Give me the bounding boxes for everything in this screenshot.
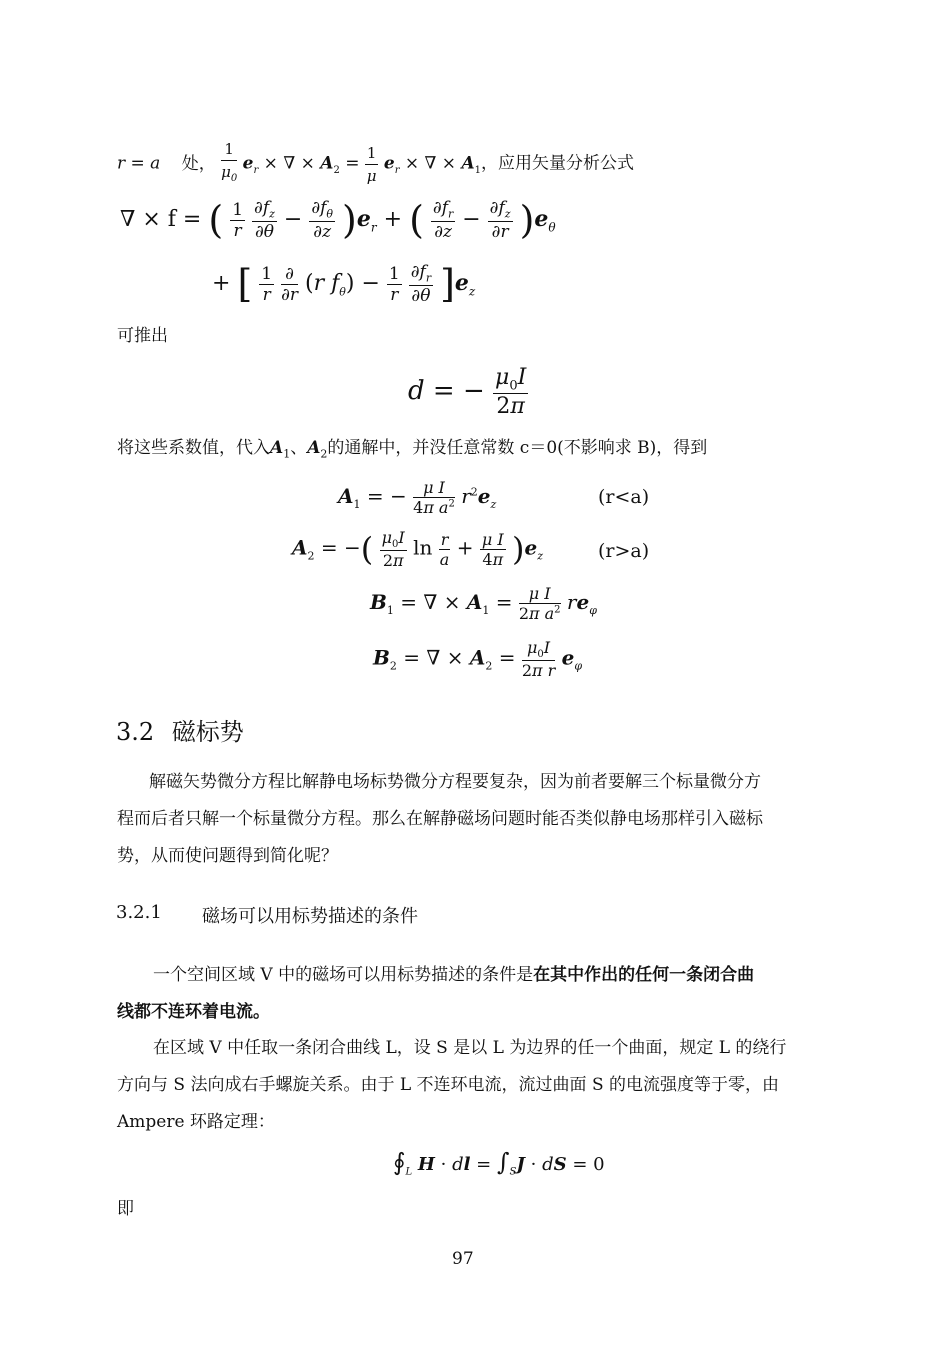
section-para-line-2: 程而后者只解一个标量微分方程。那么在解静磁场问题时能否类似静电场那样引入磁标 [117,809,763,829]
subsection-p2-line-1: 在区域 V 中任取一条闭合曲线 L，设 S 是以 L 为边界的任一个曲面，规定 L 的绕行 [153,1038,787,1058]
condition-r-greater-a: (r>a) [598,540,650,562]
result-B1: $B_1$ = ∇ × $A_1$ = $\frac{\text{μ I}}{2\pi a^2}$ $re_\varphi$ [370,584,597,623]
plus-sign: + [212,271,231,296]
plus-sign: + [383,207,403,232]
derive-text: 可推出 [117,326,168,346]
at-text: 处， [181,153,216,174]
fraction-1-over-mu0: $\frac{1}{\mu_0}$ [221,140,238,184]
d-formula: d = − $\frac{\mu_0I}{2\pi}$ [408,365,527,420]
substitution-text-b: 的通解中，并没任意常数 c＝0(不影响求 B)，得到 [327,438,708,458]
subsection-heading [116,902,418,927]
result-A2: $A_2$ = −( $\frac{\mu_0I}{2\pi}$ ln $\frac{r}{a}$ + $\frac{\text{μ I}}{4\pi}$ )$e_z$ [292,528,544,571]
section-number: 3.2 [116,718,155,746]
section-title: 磁标势 [171,718,244,746]
formula-intro-text: ，应用矢量分析公式 [481,153,635,174]
section-paragraph [117,764,842,875]
ampere-equation: $∮_L$ H · dl = $\int_SJ$ · dS = 0 [393,1148,605,1178]
d-formula-lhs: d = − [408,376,485,407]
condition-r-less-a: (r<a) [598,486,650,508]
p1-normal-text: 一个空间区域 V 中的磁场可以用标势描述的条件是 [153,965,534,985]
subsection-paragraph-1 [117,957,842,1031]
ji-text: 即 [117,1199,134,1219]
ampere-rhs: = 0 [572,1154,605,1175]
subsection-paragraph-2 [117,1030,842,1141]
curl-lhs: ∇ × f = [120,207,202,232]
section-para-line-3: 势，从而使问题得到简化呢？ [117,846,338,866]
substitution-text-a: 将这些系数值，代入 [117,438,270,458]
condition-variable: r = a [117,153,161,174]
subsection-title: 磁场可以用标势描述的条件 [202,906,418,927]
subsection-p1-line-1 [117,957,842,994]
subsection-p2-line-2: 方向与 S 法向成右手螺旋关系。由于 L 不连环电流，流过曲面 S 的电流强度等于零，由 [117,1075,780,1095]
curl-formula-line2: + [ $\frac{1}{r}$ $\frac{\partial}{\partial r}$ (r $f_\theta$) − $\frac{1}{r}$ $\frac{\partial f_r}{\partial\theta}$ ]$e_z$ [212,262,476,306]
boundary-condition-line: r = a 处， $\frac{1}{\mu_0}$ $e_r$ × ∇ × $A_2$ = $\frac{1}{\mu}$ $e_r$ × ∇ × $A_1$，应用矢量分析公式 [117,138,634,190]
curl-formula-line1: ∇ × f = ( $\frac{1}{r}$ $\frac{\partial f_z}{\partial\theta}$ − $\frac{\partial f_\theta}{\partial z}$ )$e_r$ + ( $\frac{\partial f_r}{\partial z}$ − $\frac{\partial f_z}{\partial r}$ )$e_\theta$ [120,198,556,242]
page-number: 97 [452,1249,474,1269]
subsection-number: 3.2.1 [116,902,162,923]
fraction-1-over-mu: $\frac{1}{\mu}$ [366,143,377,185]
substitution-sentence: 将这些系数值，代入$A_1$、$A_2$的通解中，并没任意常数 c＝0(不影响求 B)，得到 [117,438,708,461]
section-heading [116,712,244,747]
subsection-p1-line-2: 线都不连环着电流。 [117,1002,270,1022]
result-B2: $B_2$ = ∇ × $A_2$ = $\frac{\mu_0I}{\text{2π r}}$ $e_\varphi$ [373,638,583,681]
subsection-p2-line-3: Ampere 环路定理： [117,1112,275,1132]
p1-bold-text: 在其中作出的任何一条闭合曲 [533,965,755,985]
section-para-line-1: 解磁矢势微分方程比解静电场标势微分方程要复杂，因为前者要解三个标量微分方 [149,772,761,792]
result-A1: $A_1$ = − $\frac{\text{μ I}}{4\pi a^2}$ $r^2e_z$ [338,478,497,517]
